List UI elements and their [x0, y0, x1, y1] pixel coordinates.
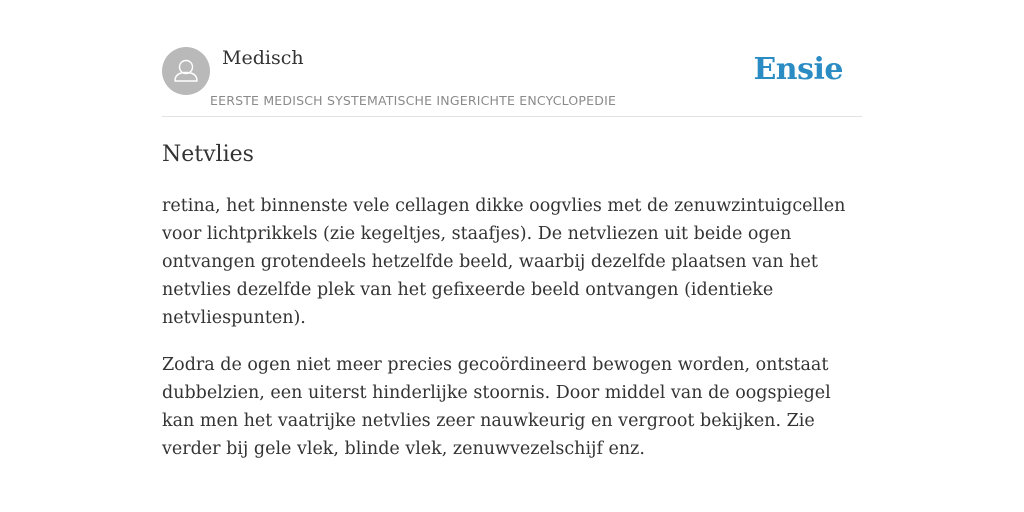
- source-name[interactable]: Medisch: [222, 47, 304, 69]
- ensie-logo[interactable]: Ensie: [753, 52, 843, 87]
- article-paragraph: Zodra de ogen niet meer precies gecoördineerd bewogen worden, ontstaat dubbelzien, een uiterst hinderlijke stoornis. Door middel van de oogspiegel kan men het vaatrijke netvlies zeer nauwkeurig en vergroot bekijken. Zie verder bij gele vlek, blinde vlek, zenuwvezelschijf enz.: [162, 355, 831, 459]
- article-body: [162, 192, 862, 482]
- source-subtitle: EERSTE MEDISCH SYSTEMATISCHE INGERICHTE ENCYCLOPEDIE: [210, 93, 617, 108]
- article-paragraph: retina, het binnenste vele cellagen dikke oogvlies met de zenuwzintuigcellen voor lichtprikkels (zie kegeltjes, staafjes). De netvliezen uit beide ogen ontvangen grotendeels hetzelfde beeld, waarbij dezelfde plaatsen van het netvlies dezelfde plek van het gefixeerde beeld ontvangen (identieke netvliespunten).: [162, 196, 846, 328]
- user-icon: [162, 47, 210, 95]
- source-header: [162, 44, 862, 117]
- avatar[interactable]: [162, 47, 210, 95]
- article-title: Netvlies: [162, 142, 254, 167]
